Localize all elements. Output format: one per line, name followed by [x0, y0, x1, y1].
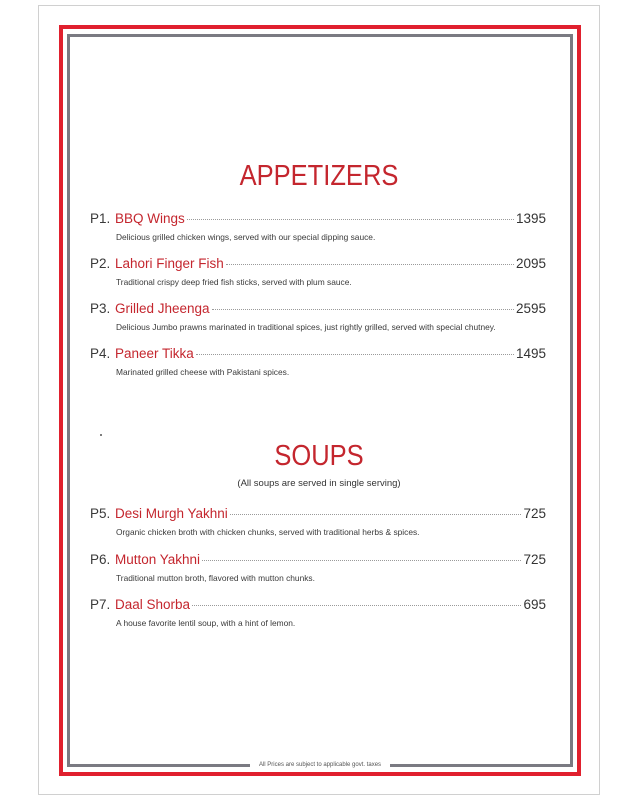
item-price: 2095 [515, 256, 546, 271]
item-name: Desi Murgh Yakhni [115, 506, 228, 521]
dotted-leader [187, 219, 514, 220]
item-description: Traditional crispy deep fried fish sticks, served with plum sauce. [116, 277, 352, 287]
tax-footnote: All Prices are subject to applicable govt. taxes [258, 762, 382, 768]
dotted-leader [196, 354, 514, 355]
item-description: Marinated grilled cheese with Pakistani spices. [116, 367, 290, 377]
menu-item-p6 [90, 552, 546, 583]
dotted-leader [212, 309, 514, 310]
item-description: A house favorite lentil soup, with a hint of lemon. [116, 618, 296, 628]
item-price: 725 [523, 506, 546, 521]
footer-note-container [250, 753, 390, 771]
item-price: 1395 [515, 211, 546, 226]
item-price: 695 [523, 597, 546, 612]
item-code: P3. [90, 301, 111, 316]
appetizers-title: APPETIZERS [239, 160, 399, 192]
dotted-leader [202, 560, 521, 561]
dotted-leader [226, 264, 514, 265]
item-name: Mutton Yakhni [115, 552, 201, 567]
item-code: P1. [90, 211, 111, 226]
soups-title: SOUPS [274, 440, 364, 472]
item-description: Delicious grilled chicken wings, served with our special dipping sauce. [116, 232, 376, 242]
item-code: P4. [90, 346, 111, 361]
item-code: P7. [90, 597, 111, 612]
item-price: 1495 [515, 346, 546, 361]
menu-item-p7 [90, 597, 546, 628]
menu-item-p4 [90, 346, 546, 377]
item-code: P2. [90, 256, 111, 271]
soups-subtitle: (All soups are served in single serving) [237, 478, 401, 489]
item-description: Traditional mutton broth, flavored with mutton chunks. [116, 573, 315, 583]
inner-gray-frame [67, 34, 573, 767]
item-name: Daal Shorba [115, 597, 191, 612]
menu-item-p2 [90, 256, 546, 287]
item-description: Delicious Jumbo prawns marinated in traditional spices, just rightly grilled, served with special chutney. [116, 322, 496, 332]
item-price: 725 [523, 552, 546, 567]
item-name: Lahori Finger Fish [115, 256, 224, 271]
item-name: Grilled Jheenga [115, 301, 210, 316]
stray-dot [100, 434, 102, 436]
item-code: P6. [90, 552, 111, 567]
item-name: Paneer Tikka [115, 346, 194, 361]
item-description: Organic chicken broth with chicken chunks, served with traditional herbs & spices. [116, 527, 420, 537]
menu-item-p3 [90, 301, 546, 332]
item-code: P5. [90, 506, 111, 521]
item-price: 2595 [515, 301, 546, 316]
item-name: BBQ Wings [115, 211, 185, 226]
dotted-leader [192, 605, 521, 606]
menu-item-p1 [90, 211, 546, 242]
menu-item-p5 [90, 506, 546, 537]
dotted-leader [230, 514, 522, 515]
